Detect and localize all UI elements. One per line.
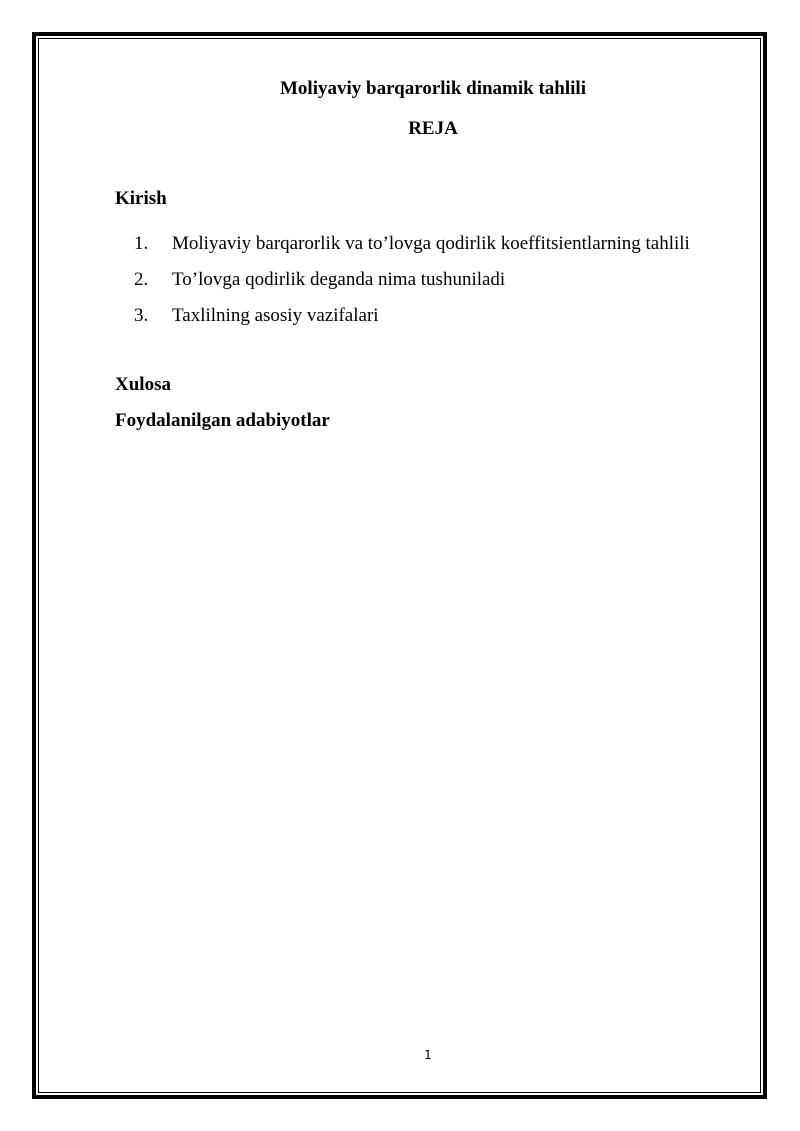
document-subtitle: REJA — [408, 118, 458, 139]
page-number: 1 — [424, 1048, 432, 1062]
conclusion-heading: Xulosa — [115, 374, 171, 395]
toc-item-number: 3. — [134, 305, 149, 326]
toc-item-text: Taxlilning asosiy vazifalari — [172, 305, 379, 326]
references-heading: Foydalanilgan adabiyotlar — [115, 410, 330, 431]
toc-item-number: 1. — [134, 233, 149, 254]
toc-item-1 — [115, 226, 715, 262]
toc-item-number: 2. — [134, 269, 149, 290]
table-of-contents — [115, 226, 715, 334]
toc-item-text: To’lovga qodirlik deganda nima tushuniladi — [172, 269, 506, 290]
toc-item-text: Moliyaviy barqarorlik va to’lovga qodirlik koeffitsientlarning tahlili — [172, 233, 690, 254]
toc-item-2 — [115, 262, 715, 298]
document-title: Moliyaviy barqarorlik dinamik tahlili — [280, 78, 586, 99]
toc-item-3 — [115, 298, 715, 334]
intro-heading: Kirish — [115, 188, 167, 209]
